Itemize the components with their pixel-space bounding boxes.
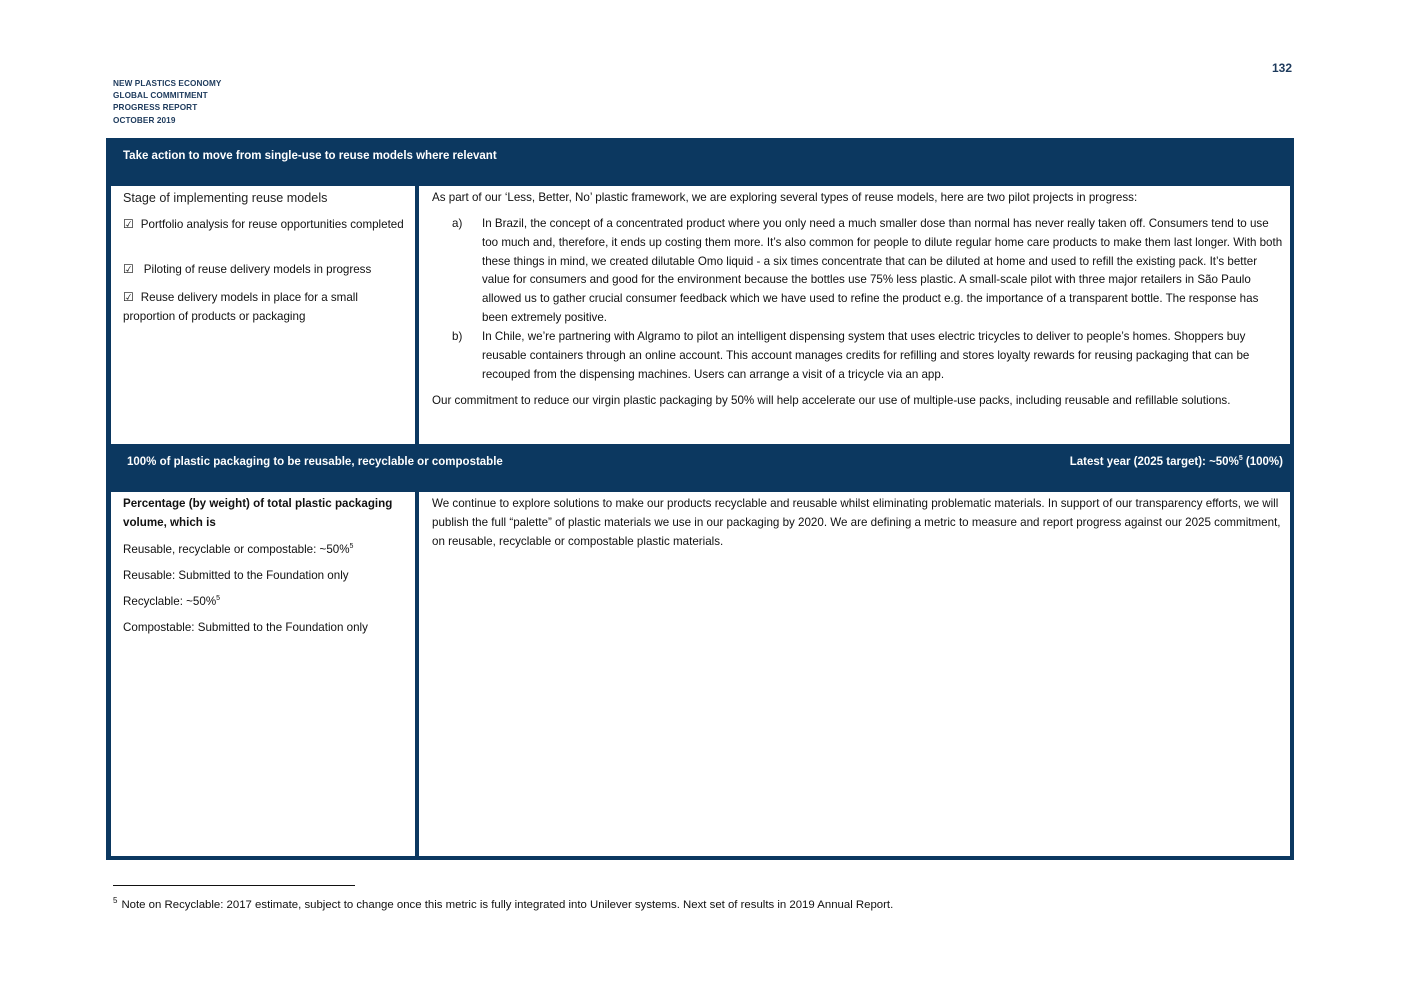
report-header-line: OCTOBER 2019 bbox=[113, 115, 176, 125]
section1-band-title: Take action to move from single-use to reuse models where relevant bbox=[123, 150, 497, 162]
list-marker: a) bbox=[452, 217, 463, 230]
checkbox-icon: ☑ bbox=[123, 217, 134, 231]
checkbox-icon: ☑ bbox=[123, 262, 134, 276]
section2-band-title: 100% of plastic packaging to be reusable, recyclable or compostable bbox=[127, 456, 503, 468]
latest-year-target: (100%) bbox=[1242, 456, 1283, 468]
latest-year-label: Latest year (2025 target): ~50% bbox=[1069, 456, 1239, 468]
footnote-ref: 5 bbox=[1238, 455, 1243, 463]
report-header bbox=[113, 78, 221, 127]
metric-row-compostable: Compostable: Submitted to the Foundation only bbox=[123, 621, 368, 634]
footnote-ref: 5 bbox=[349, 543, 354, 551]
checkbox-label: Reuse delivery models in place for a small proportion of products or packaging bbox=[123, 291, 358, 323]
metric-row-reusable: Reusable: Submitted to the Foundation only bbox=[123, 569, 349, 582]
checkbox-label: Piloting of reuse delivery models in progress bbox=[143, 263, 372, 276]
page-number: 132 bbox=[1271, 61, 1292, 75]
metric-row-reusable-recyclable-compostable: Reusable, recyclable or compostable: ~50%$^5$ bbox=[123, 543, 354, 556]
list-marker: b) bbox=[452, 330, 463, 343]
project-chile: In Chile, we’re partnering with Algramo to pilot an intelligent dispensing system that uses electric tricycles to deliver to people’s homes. Shoppers buy reusable containers through an online account. This account manages credits for refilling and stores loyalty rewards for reusing packaging that can be recouped from the dispensing machines. Users can arrange a visit of a tricycle via an app. bbox=[482, 330, 1250, 381]
checkbox-label: Portfolio analysis for reuse opportunities completed bbox=[140, 218, 404, 231]
footnote-divider bbox=[113, 885, 355, 886]
reuse-closing: Our commitment to reduce our virgin plastic packaging by 50% will help accelerate our use of multiple-use packs, including reusable and refillable solutions. bbox=[432, 394, 1231, 407]
footnote-ref: 5 bbox=[216, 595, 221, 603]
reuse-intro: As part of our ‘Less, Better, No’ plastic framework, we are exploring several types of reuse models, here are two pilot projects in progress: bbox=[432, 191, 1138, 204]
footnote-marker: 5 bbox=[113, 896, 118, 906]
metric-row-recyclable: Recyclable: ~50%$^5$ bbox=[123, 595, 221, 608]
metric-paragraph: We continue to explore solutions to make our products recyclable and reusable whilst eliminating problematic materials. In support of our transparency efforts, we will publish the full “palette” of plastic materials we use in our packaging by 2020. We are defining a metric to measure and report progress against our 2025 commitment, on reusable, recyclable or compostable plastic materials. bbox=[432, 497, 1281, 548]
report-header-line: PROGRESS REPORT bbox=[113, 103, 198, 113]
stage-title: Stage of implementing reuse models bbox=[123, 191, 328, 205]
footnote-text: Note on Recyclable: 2017 estimate, subject to change once this metric is fully integrated into Unilever systems. Next set of results in 2019 Annual Report. bbox=[121, 899, 894, 911]
report-header-line: GLOBAL COMMITMENT bbox=[113, 91, 208, 101]
latest-year-value bbox=[1000, 456, 1283, 468]
project-brazil: In Brazil, the concept of a concentrated product where you only need a much smaller dose than normal has never really taken off. Consumers tend to use too much and, therefore, it ends up costing them more. It’s also common for people to dilute regular home care products to make them last longer. With both these things in mind, we created dilutable Omo liquid - a six times concentrate that can be diluted at home and used to refill the existing pack. It’s better value for consumers and good for the environment because the bottles use 75% less plastic. A small-scale pilot with three major retailers in São Paulo allowed us to gather crucial consumer feedback which we have used to refine the product e.g. the importance of a transparent bottle. The response has been extremely positive. bbox=[482, 217, 1283, 324]
checkbox-item-piloting bbox=[123, 260, 413, 280]
checkbox-item-reuse-in-place bbox=[123, 288, 413, 327]
metric-title: Percentage (by weight) of total plastic packaging volume, which is bbox=[123, 497, 393, 529]
checkbox-item-portfolio-analysis bbox=[123, 215, 413, 235]
footnote bbox=[113, 896, 894, 911]
checkbox-icon: ☑ bbox=[123, 290, 134, 304]
report-header-line: NEW PLASTICS ECONOMY bbox=[113, 79, 222, 88]
